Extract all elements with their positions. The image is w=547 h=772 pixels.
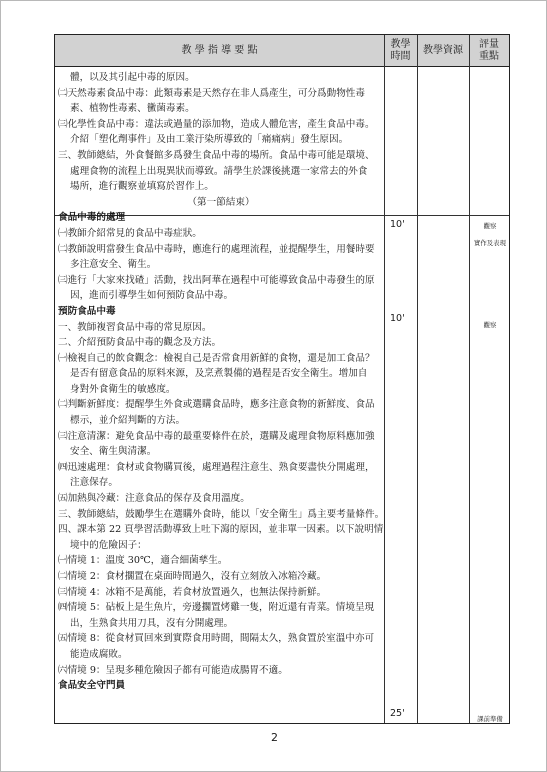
header-teaching-time: 教學 時間 bbox=[390, 38, 411, 62]
text-line: 是否有留意食品的原料來源，及烹煮製備的過程是否安全衛生。增加自 bbox=[70, 368, 368, 380]
text-line: ㈢注意清潔：避免食品中毒的最重要條件在於，選購及處理食物原料應加強 bbox=[58, 430, 375, 442]
header-teaching-points: 教 學 指 導 要 點 bbox=[181, 44, 258, 56]
section-end-marker: （第一節結束） bbox=[187, 196, 255, 208]
evaluation-note: 課前準備 bbox=[477, 715, 503, 723]
text-line: 標示，並介紹判斷的方法。 bbox=[70, 415, 186, 427]
text-line: 一、教師複習食品中毒的常見原因。 bbox=[58, 321, 212, 333]
text-line: ㈠檢視自己的飲食觀念：檢視自己是否常食用新鮮的食物，還是加工食品？ bbox=[58, 352, 375, 364]
text-line: ㈢進行「大家來找碴」活動，找出阿華在過程中可能導致食品中毒發生的原 bbox=[58, 274, 375, 286]
time-value: 10' bbox=[390, 313, 405, 324]
table-header bbox=[55, 35, 509, 67]
section-heading: 預防食品中毒 bbox=[58, 305, 116, 317]
text-line: ㈥情境 9：呈現多種危險因子都有可能造成腸胃不適。 bbox=[58, 664, 288, 676]
evaluation-note: 實作及表現 bbox=[474, 239, 506, 247]
text-line: ㈠教師介紹常見的食品中毒症狀。 bbox=[58, 227, 202, 239]
text-line: ㈣情境 5：砧板上是生魚片，旁邊擱置烤雞一隻，附近還有青菜。情境呈現 bbox=[58, 602, 375, 614]
text-line: 四、課本第 22 頁學習活動導致上吐下瀉的原因，並非單一因素。以下說明情 bbox=[58, 524, 384, 536]
time-value: 10' bbox=[390, 219, 405, 230]
text-line: ㈠情境 1：溫度 30℃，適合細菌孳生。 bbox=[58, 555, 228, 567]
text-line: ㈡教師說明當發生食品中毒時，應進行的處理流程，並提醒學生，用餐時要 bbox=[58, 243, 375, 255]
text-line: 場所，進行觀察並填寫於習作上。 bbox=[70, 181, 214, 193]
text-line: 能造成腐敗。 bbox=[70, 648, 128, 660]
text-line: 安全、衛生與清潔。 bbox=[70, 446, 157, 458]
page-number: 2 bbox=[271, 731, 278, 744]
header-teaching-resources: 教學資源 bbox=[423, 44, 463, 56]
lesson-plan-table bbox=[54, 34, 510, 724]
text-line: ㈡情境 2：食材擱置在桌面時間過久，沒有立刻放入冰箱冷藏。 bbox=[58, 571, 327, 582]
text-line: ㈡天然毒素食品中毒：此類毒素是天然存在非人爲產生，可分爲動物性毒 bbox=[58, 87, 365, 99]
text-line: 三、教師總結，鼓勵學生在選購外食時，能以「安全衛生」爲主要考量條件。 bbox=[58, 508, 384, 520]
text-line: 境中的危險因子： bbox=[70, 539, 147, 551]
teaching-points-content bbox=[58, 70, 384, 694]
evaluation-note: 觀察 bbox=[483, 222, 497, 230]
evaluation-note: 觀察 bbox=[483, 321, 497, 329]
section-heading: 食品中毒的處理 bbox=[58, 212, 126, 224]
header-evaluation-focus: 評量 重點 bbox=[479, 38, 499, 62]
column-divider bbox=[469, 35, 470, 723]
text-line: 因，進而引導學生如何預防食品中毒。 bbox=[70, 290, 234, 302]
text-line: 身對外食衛生的敏感度。 bbox=[70, 383, 176, 395]
text-line: 介紹「塑化劑事件」及由工業汙染所導致的「痛痛病」發生原因。 bbox=[70, 134, 349, 146]
time-value: 25' bbox=[390, 708, 405, 719]
column-divider bbox=[384, 35, 385, 723]
text-line: ㈤加熱與冷藏：注意食品的保存及食用溫度。 bbox=[58, 493, 250, 505]
column-divider bbox=[417, 35, 418, 723]
text-line: 三、教師總結，外食餐館多爲發生食品中毒的場所。食品中毒可能是環境、 bbox=[58, 149, 375, 161]
section-heading: 食品安全守門員 bbox=[58, 680, 126, 692]
text-line: ㈡判斷新鮮度：提醒學生外食或選購食品時，應多注意食物的新鮮度、食品 bbox=[58, 399, 375, 411]
text-line: 二、介紹預防食品中毒的觀念及方法。 bbox=[58, 337, 222, 349]
text-line: ㈤情境 8：從食材買回來到實際食用時間，間隔太久，熟食置於室溫中亦可 bbox=[58, 633, 375, 645]
text-line: ㈣迅速處理：食材或食物購買後，處理過程注意生、熟食要盡快分開處理， bbox=[58, 461, 375, 473]
text-line: 體，以及其引起中毒的原因。 bbox=[70, 72, 195, 83]
text-line: 素、植物性毒素、黴菌毒素。 bbox=[70, 103, 195, 115]
text-line: ㈢化學性食品中毒：違法或過量的添加物，造成人體危害，產生食品中毒。 bbox=[58, 118, 375, 130]
text-line: 出，生熟食共用刀具，沒有分開處理。 bbox=[70, 617, 234, 629]
text-line: 處理食物的流程上出現異狀而導致。請學生於課後挑選一家常去的外食 bbox=[70, 165, 368, 177]
text-line: 注意保存。 bbox=[70, 477, 118, 489]
text-line: 多注意安全、衛生。 bbox=[70, 259, 157, 271]
text-line: ㈢情境 4：冰箱不是萬能，若食材放置過久，也無法保持新鮮。 bbox=[58, 586, 327, 598]
